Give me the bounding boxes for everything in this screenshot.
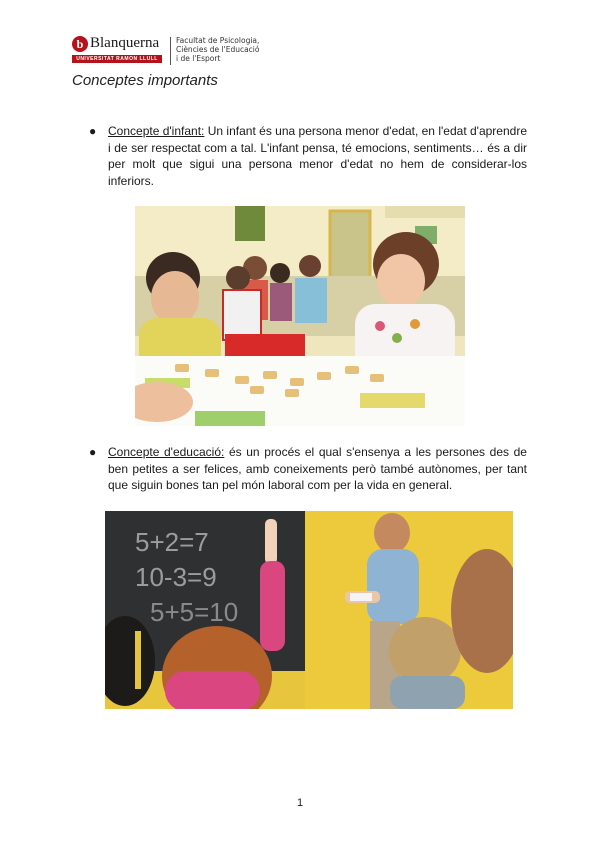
blanquerna-logo xyxy=(72,35,262,69)
logo-mark: b xyxy=(72,36,88,52)
logo-name: Blanquerna xyxy=(90,35,160,51)
page-number: 1 xyxy=(296,797,304,809)
bullet-icon: ● xyxy=(89,445,97,459)
concept-education-paragraph xyxy=(108,444,527,494)
logo-university: UNIVERSITAT RAMON LLULL xyxy=(72,55,162,63)
concept-education-text: és un procés el qual s'ensenya a les persones des de ben petites a ser felices, amb coneixements però també autònomes, per tant que siguin bones tan pel món laboral com per la vida en general. xyxy=(108,445,527,493)
children-classroom-photo xyxy=(135,206,465,426)
bullet-icon: ● xyxy=(89,124,97,138)
blackboard-line-1: 5+2=7 xyxy=(135,527,209,557)
concept-child-text: Un infant és una persona menor d'edat, en l'edat d'aprendre i de ser respectat com a tal. L'infant pensa, té emocions, sentiments… és a dir per molt que sigui una persona menor d'edat no hem de considerar-los inferiors. xyxy=(108,124,527,188)
blackboard-line-3: 5+5=10 xyxy=(150,597,239,627)
page-title: Conceptes importants xyxy=(72,72,218,89)
blackboard-line-2: 10-3=9 xyxy=(135,562,217,592)
faculty-name: Facultat de Psicologia, Ciències de l'Educació i de l'Esport xyxy=(176,36,260,63)
concept-education-term: Concepte d'educació: xyxy=(108,445,225,459)
concept-child-paragraph xyxy=(108,123,527,189)
concept-child-term: Concepte d'infant: xyxy=(108,124,205,138)
classroom-blackboard-photo xyxy=(105,511,513,709)
logo-divider xyxy=(170,37,171,65)
